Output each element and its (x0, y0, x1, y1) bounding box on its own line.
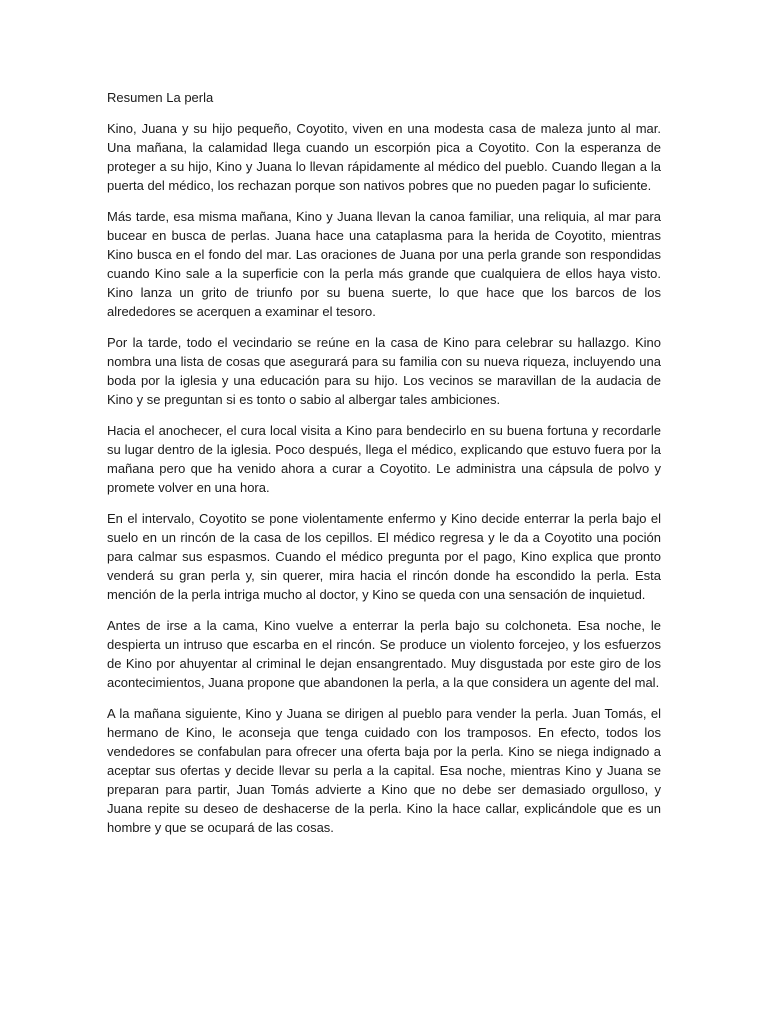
paragraph-3: Por la tarde, todo el vecindario se reúne en la casa de Kino para celebrar su hallazgo. Kino nombra una lista de cosas que asegurará para su familia con su nueva riqueza, incluyendo una boda por la iglesia y una educación para su hijo. Los vecinos se maravillan de la audacia de Kino y se preguntan si es tonto o sabio al albergar tales ambiciones. (107, 335, 661, 407)
paragraph-2: Más tarde, esa misma mañana, Kino y Juana llevan la canoa familiar, una reliquia, al mar para bucear en busca de perlas. Juana hace una cataplasma para la herida de Coyotito, mientras Kino busca en el fondo del mar. Las oraciones de Juana por una perla grande son respondidas cuando Kino sale a la superficie con la perla más grande que cualquiera de ellos haya visto. Kino lanza un grito de triunfo por su buena suerte, lo que hace que los barcos de los alrededores se acerquen a examinar el tesoro. (107, 209, 661, 319)
paragraph-7: A la mañana siguiente, Kino y Juana se dirigen al pueblo para vender la perla. Juan Tomás, el hermano de Kino, le aconseja que tenga cuidado con los tramposos. En efecto, todos los vendedores se confabulan para ofrecer una oferta baja por la perla. Kino se niega indignado a aceptar sus ofertas y decide llevar su perla a la capital. Esa noche, mientras Kino y Juana se preparan para partir, Juan Tomás advierte a Kino que no debe ser demasiado orgulloso, y Juana repite su deseo de deshacerse de la perla. Kino la hace callar, explicándole que es un hombre y que se ocupará de las cosas. (107, 706, 661, 835)
paragraph-6: Antes de irse a la cama, Kino vuelve a enterrar la perla bajo su colchoneta. Esa noche, le despierta un intruso que escarba en el rincón. Se produce un violento forcejeo, y los esfuerzos de Kino por ahuyentar al criminal le dejan ensangrentado. Muy disgustada por este giro de los acontecimientos, Juana propone que abandonen la perla, a la que considera un agente del mal. (107, 618, 661, 690)
paragraph-5: En el intervalo, Coyotito se pone violentamente enfermo y Kino decide enterrar la perla bajo el suelo en un rincón de la casa de los cepillos. El médico regresa y le da a Coyotito una poción para calmar sus espasmos. Cuando el médico pregunta por el pago, Kino explica que pronto venderá su gran perla y, sin querer, mira hacia el rincón donde ha escondido la perla. Esta mención de la perla intriga mucho al doctor, y Kino se queda con una sensación de inquietud. (107, 511, 661, 602)
document-title: Resumen La perla (107, 90, 214, 105)
paragraph-4: Hacia el anochecer, el cura local visita a Kino para bendecirlo en su buena fortuna y recordarle su lugar dentro de la iglesia. Poco después, llega el médico, explicando que estuvo fuera por la mañana pero que ha venido ahora a curar a Coyotito. Le administra una cápsula de polvo y promete volver en una hora. (107, 423, 661, 495)
paragraph-1: Kino, Juana y su hijo pequeño, Coyotito, viven en una modesta casa de maleza junto al mar. Una mañana, la calamidad llega cuando un escorpión pica a Coyotito. Con la esperanza de proteger a su hijo, Kino y Juana lo llevan rápidamente al médico del pueblo. Cuando llegan a la puerta del médico, los rechazan porque son nativos pobres que no pueden pagar lo suficiente. (107, 121, 661, 193)
